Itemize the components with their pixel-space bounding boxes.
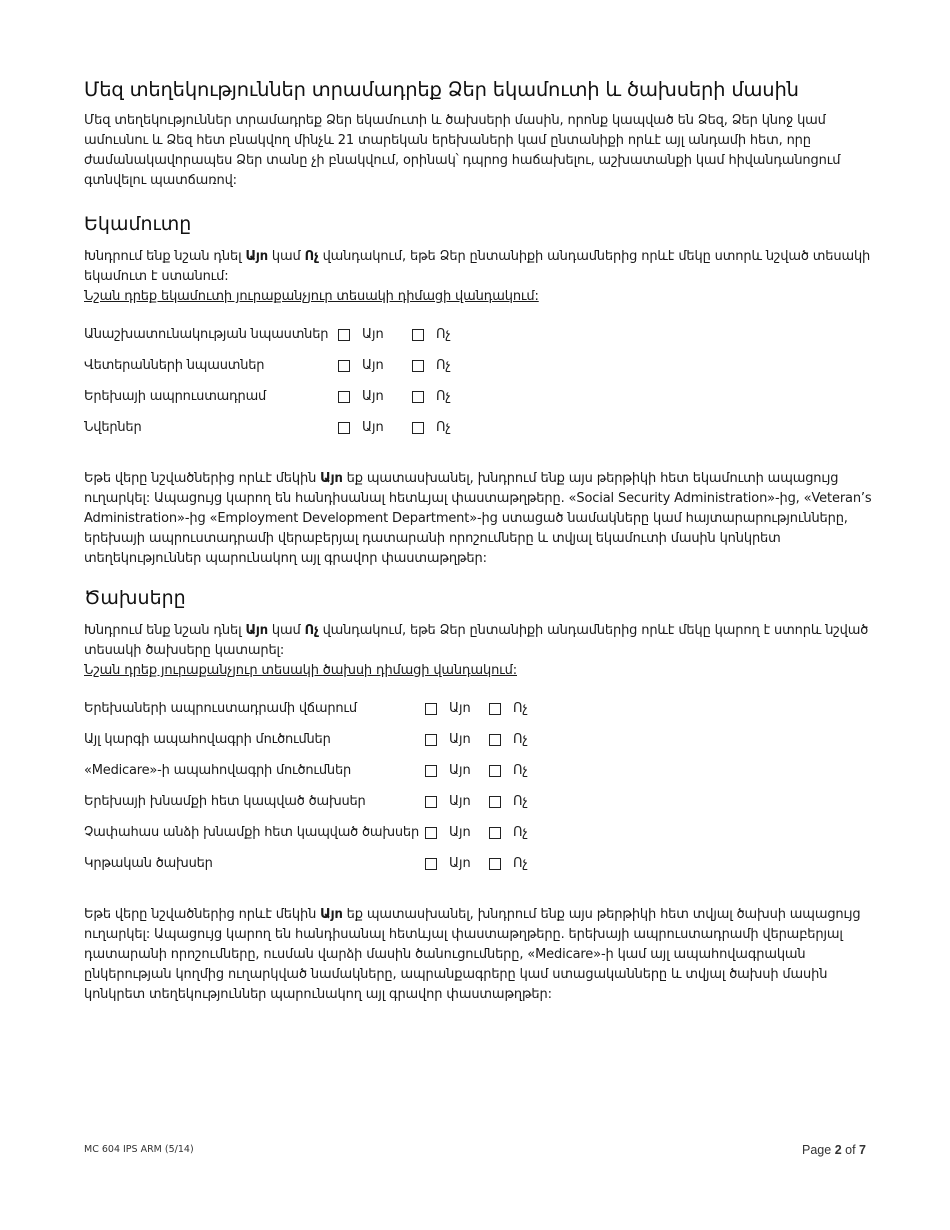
expense-row-child-support-payment: Երեխաների ապրուստադրամի վճարում Այո Ոչ <box>84 701 528 716</box>
no-checkbox[interactable] <box>489 827 501 839</box>
expense-row-medicare: «Medicare»-ի ապահովագրի մուծումներ Այո Ոչ <box>84 763 528 778</box>
no-checkbox[interactable] <box>412 391 424 403</box>
expense-row-education: Կրթական ծախսեր Այո Ոչ <box>84 856 528 871</box>
income-row-gifts: Նվերներ Այո Ոչ <box>84 420 451 435</box>
yes-checkbox[interactable] <box>425 796 437 808</box>
expenses-checklist <box>84 693 874 879</box>
page-title: Մեզ տեղեկություններ տրամադրեք Ձեր եկամուտի և ծախսերի մասին <box>84 78 799 101</box>
income-mark-note: Նշան դրեք եկամուտի յուրաքանչյուր տեսակի դիմացի վանդակում: <box>84 289 539 304</box>
expenses-proof-note: Եթե վերը նշվածներից որևէ մեկին Այո եք պատասխանել, խնդրում ենք այս թերթիկի հետ տվյալ ծախսի ապացույց ուղարկել: Ապացույց կարող են հանդիսանալ հետևյալ փաստաթղթերը. երեխայի ապրուստադրամի վերաբերյալ դատարանի որոշումները, ուսման վարձի մասին ծանուցումները, «Medicare»-ի կամ այլ ապահովագրական ընկերության կողմից ուղարկված նամակները, ապրանքագրերը կամ ստացականները և տվյալ ծախսի մասին կոնկրետ տեղեկություններ պարունակող այլ գրավոր փաստաթղթեր: <box>84 907 861 1002</box>
no-checkbox[interactable] <box>489 796 501 808</box>
income-heading: Եկամուտը <box>84 213 192 235</box>
expenses-section <box>84 587 874 1005</box>
expenses-mark-note: Նշան դրեք յուրաքանչյուր տեսակի ծախսի դիմացի վանդակում: <box>84 663 517 678</box>
no-checkbox[interactable] <box>412 422 424 434</box>
page-number: Page 2 of 7 <box>802 1143 866 1157</box>
form-code: MC 604 IPS ARM (5/14) <box>84 1144 194 1155</box>
expenses-heading: Ծախսերը <box>84 587 186 609</box>
no-checkbox[interactable] <box>489 703 501 715</box>
no-checkbox[interactable] <box>489 765 501 777</box>
expense-row-adult-care: Չափահաս անձի խնամքի հետ կապված ծախսեր Այո Ոչ <box>84 825 528 840</box>
yes-checkbox[interactable] <box>338 422 350 434</box>
yes-checkbox[interactable] <box>338 329 350 341</box>
expenses-instructions: Խնդրում ենք նշան դնել Այո կամ Ոչ վանդակում, եթե Ձեր ընտանիքի անդամներից որևէ մեկը կարող է ստորև նշված տեսակի ծախսերը կատարել: <box>84 623 869 658</box>
no-checkbox[interactable] <box>489 858 501 870</box>
yes-checkbox[interactable] <box>425 765 437 777</box>
yes-checkbox[interactable] <box>425 858 437 870</box>
yes-checkbox[interactable] <box>338 391 350 403</box>
expense-row-other-insurance: Այլ կարգի ապահովագրի մուծումներ Այո Ոչ <box>84 732 528 747</box>
expense-row-child-care: Երեխայի խնամքի հետ կապված ծախսեր Այո Ոչ <box>84 794 528 809</box>
income-checklist <box>84 319 874 443</box>
income-row-child-support: Երեխայի ապրուստադրամ Այո Ոչ <box>84 389 451 404</box>
yes-checkbox[interactable] <box>425 703 437 715</box>
no-checkbox[interactable] <box>412 360 424 372</box>
income-instructions: Խնդրում ենք նշան դնել Այո կամ Ոչ վանդակում, եթե Ձեր ընտանիքի անդամներից որևէ մեկը ստորև նշված տեսակի եկամուտ է ստանում: <box>84 249 871 284</box>
yes-checkbox[interactable] <box>425 827 437 839</box>
income-row-disability: Անաշխատունակության նպաստներ Այո Ոչ <box>84 327 451 342</box>
document-page <box>84 78 874 1005</box>
income-section <box>84 213 874 569</box>
income-proof-note: Եթե վերը նշվածներից որևէ մեկին Այո եք պատասխանել, խնդրում ենք այս թերթիկի հետ եկամուտի ապացույց ուղարկել: Ապացույց կարող են հանդիսանալ հետևյալ փաստաթղթերը. «Social Security Administration»-ից, «Veteran’s Administration»-ից «Employment Development Department»-ից ստացած նամակները կամ հայտարարությունները, երեխայի ապրուստադրամի վերաբերյալ դատարանի որոշումները և տվյալ եկամուտի մասին կոնկրետ տեղեկություններ պարունակող այլ գրավոր փաստաթղթեր: <box>84 471 872 566</box>
yes-checkbox[interactable] <box>338 360 350 372</box>
no-checkbox[interactable] <box>412 329 424 341</box>
no-checkbox[interactable] <box>489 734 501 746</box>
yes-checkbox[interactable] <box>425 734 437 746</box>
intro-paragraph: Մեզ տեղեկություններ տրամադրեք Ձեր եկամուտի և ծախսերի մասին, որոնք կապված են Ձեզ, Ձեր կնոջ կամ ամուսնու և Ձեզ հետ բնակվող մինչև 21 տարեկան երեխաների կամ ընտանիքի որևէ այլ անդամի հետ, որը ժամանակավորապես Ձեր տանը չի բնակվում, օրինակ՝ դպրոց հաճախելու, աշխատանքի կամ հիվանդանոցում գտնվելու պատճառով: <box>84 113 841 188</box>
income-row-veterans: Վետերանների նպաստներ Այո Ոչ <box>84 358 451 373</box>
